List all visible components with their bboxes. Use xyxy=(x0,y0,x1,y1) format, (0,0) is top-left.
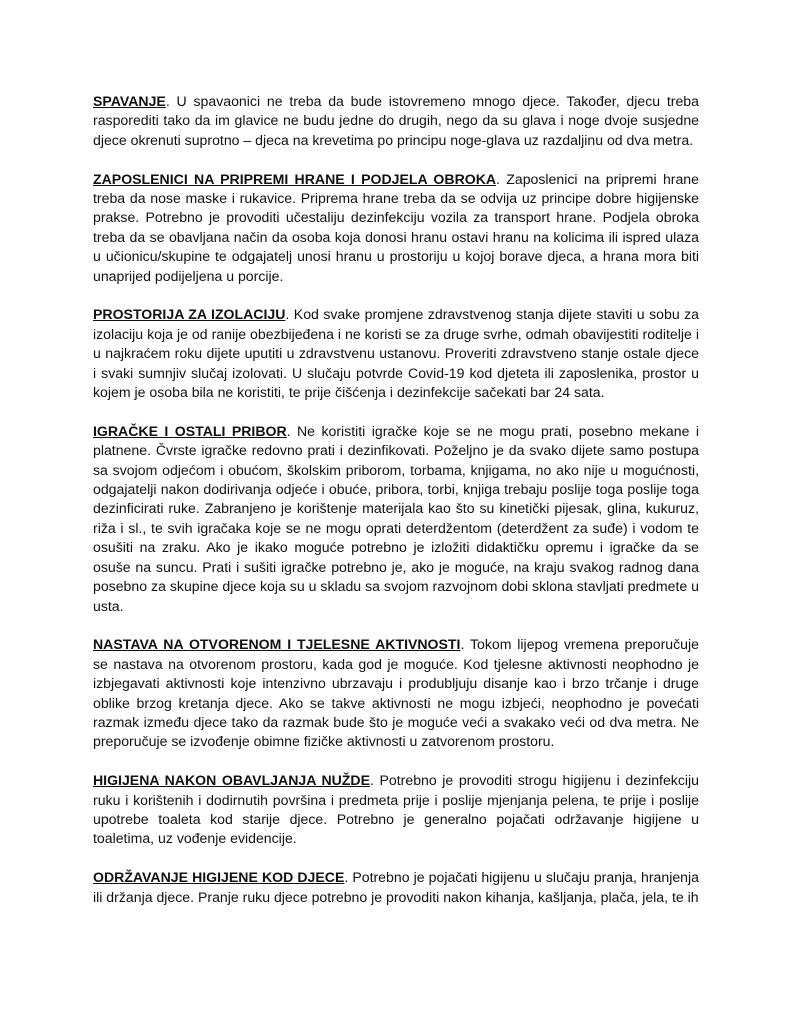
section-heading: HIGIJENA NAKON OBAVLJANJA NUŽDE xyxy=(93,772,370,789)
section-higijena-nakon-nuzde xyxy=(93,771,699,849)
section-heading: PROSTORIJA ZA IZOLACIJU xyxy=(93,306,286,323)
section-nastava-na-otvorenom xyxy=(93,635,699,751)
section-zaposlenici xyxy=(93,170,699,286)
section-heading: NASTAVA NA OTVORENOM I TJELESNE AKTIVNOSTI xyxy=(93,636,461,653)
section-text: . Potrebno je provoditi strogu higijenu i dezinfekciju ruku i korištenih i dodirnutih površina i predmeta prije i poslije mjenjanja pelena, te prije i poslije upotrebe toaleta kod starije djece. Potrebno je generalno pojačati održavanje higijene u toaletima, uz vođenje evidencije. xyxy=(93,772,699,847)
section-odrzavanje-higijene xyxy=(93,868,699,907)
section-text: . Potrebno je pojačati higijenu u slučaju pranja, hranjenja ili držanja djece. Pranje ruku djece potrebno je provoditi nakon kihanja, kašljanja, plača, jela, te ih xyxy=(93,869,699,905)
section-text: . Ne koristiti igračke koje se ne mogu prati, posebno mekane i platnene. Čvrste igračke redovno prati i dezinfikovati. Poželjno je da svako dijete samo postupa sa svojom odjećom i obućom, školskim priborom, torbama, knjigama, no ako nije u mogućnosti, odgajatelji nakon dodirivanja odjeće i obuće, pribora, torbi, knjiga trebaju poslije toga poslije toga dezinficirati ruke. Zabranjeno je korištenje materijala kao što su kinetički pijesak, glina, kukuruz, riža i sl., te svih igračaka koje se ne mogu oprati deterdžentom (deterdžent za suđe) i vodom te osušiti na zraku. Ako je ikako moguće potrebno je izložiti didaktičku opremu i igračke da se osuše na suncu. Prati i sušiti igračke potrebno je, ako je moguće, na kraju svakog radnog dana posebno za skupine djece koja su u skladu sa svojom razvojnom dobi sklona stavljati predmete u usta. xyxy=(93,422,699,614)
document-body xyxy=(93,92,699,907)
section-spavanje xyxy=(93,92,699,150)
section-text: . Tokom lijepog vremena preporučuje se nastava na otvorenom prostoru, kada god je moguće. Kod tjelesne aktivnosti neophodno je izbjegavati aktivnosti koje intenzivno ubrzavaju i produbljuju disanje kao i brzo trčanje i druge oblike brzog kretanja djece. Ako se takve aktivnosti ne mogu izbjeći, neophodno je povećati razmak između djece tako da razmak bude što je moguće veći a svakako veći od dva metra. Ne preporučuje se izvođenje obimne fizičke aktivnosti u zatvorenom prostoru. xyxy=(93,636,699,750)
section-text: . Zaposlenici na pripremi hrane treba da nose maske i rukavice. Priprema hrane treba da se odvija uz principe dobre higijenske prakse. Potrebno je provoditi učestaliju dezinfekciju vozila za transport hrane. Podjela obroka treba da se obavljana način da osoba koja donosi hranu ostavi hranu na kolicima ili ispred ulaza u učionicu/skupine te odgajatelj unosi hranu u prostoriju u kojoj borave djeca, a hrana mora biti unaprijed podijeljena u porcije. xyxy=(93,170,699,284)
section-igracke xyxy=(93,422,699,616)
section-heading: IGRAČKE I OSTALI PRIBOR xyxy=(93,422,287,439)
section-text: . Kod svake promjene zdravstvenog stanja dijete staviti u sobu za izolaciju koja je od ranije obezbijeđena i ne koristi se za druge svrhe, odmah obavijestiti roditelje i u najkraćem roku dijete uputiti u zdravstvenu ustanovu. Proveriti zdravstveno stanje ostale djece i svaki sumnjiv slučaj izolovati. U slučaju potvrde Covid-19 kod djeteta ili zaposlenika, prostor u kojem je osoba bila ne koristiti, te prije čišćenja i dezinfekcije sačekati bar 24 sata. xyxy=(93,306,699,401)
section-text: . U spavaonici ne treba da bude istovremeno mnogo djece. Također, djecu treba rasporediti tako da im glavice ne budu jedne do drugih, nego da su glava i noge dvoje susjedne djece okrenuti suprotno – djeca na krevetima po principu noge-glava uz razdaljinu od dva metra. xyxy=(93,93,699,148)
section-prostorija-za-izolaciju xyxy=(93,305,699,402)
section-heading: ZAPOSLENICI NA PRIPREMI HRANE I PODJELA OBROKA xyxy=(93,170,497,187)
section-heading: SPAVANJE xyxy=(93,93,166,109)
section-heading: ODRŽAVANJE HIGIJENE KOD DJECE xyxy=(93,869,345,886)
